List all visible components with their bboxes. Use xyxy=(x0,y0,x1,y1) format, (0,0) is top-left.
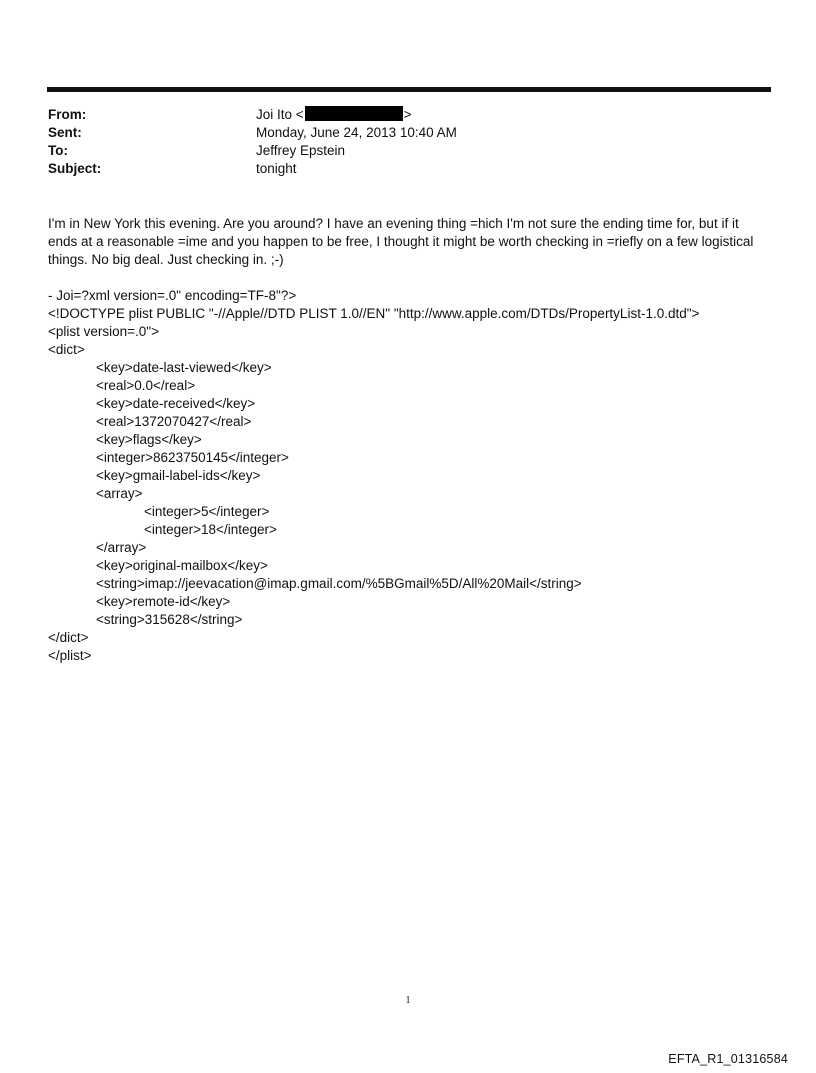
sent-row xyxy=(48,124,768,142)
from-row xyxy=(48,106,768,124)
bates-number: EFTA_R1_01316584 xyxy=(668,1052,788,1066)
code-line: <key>gmail-label-ids</key> xyxy=(96,468,261,483)
dict-close-line: </dict> xyxy=(48,630,89,645)
plist-open-line: <plist version=.0"> xyxy=(48,324,159,339)
from-value xyxy=(256,106,768,124)
dict-open-line: <dict> xyxy=(48,342,85,357)
plist-block xyxy=(48,287,768,665)
subject-value: tonight xyxy=(256,161,297,176)
code-line: <key>date-last-viewed</key> xyxy=(96,360,272,375)
from-label: From: xyxy=(48,107,87,122)
code-line: <integer>8623750145</integer> xyxy=(96,450,289,465)
from-end: > xyxy=(403,107,412,122)
to-value: Jeffrey Epstein xyxy=(256,143,346,158)
doctype-line: <!DOCTYPE plist PUBLIC "-//Apple//DTD PLIST 1.0//EN" "http://www.apple.com/DTDs/PropertyList-1.0.dtd"> xyxy=(48,306,700,321)
to-label: To: xyxy=(48,143,68,158)
from-name: Joi Ito < xyxy=(256,107,304,122)
to-row xyxy=(48,142,768,160)
code-line: <string>315628</string> xyxy=(96,612,243,627)
code-line: <string>imap://jeevacation@imap.gmail.com/%5BGmail%5D/All%20Mail</string> xyxy=(96,576,582,591)
sent-label: Sent: xyxy=(48,125,82,140)
code-line: <integer>5</integer> xyxy=(144,504,270,519)
email-header xyxy=(48,106,768,178)
code-line: <array> xyxy=(96,486,143,501)
code-line: <real>0.0</real> xyxy=(96,378,196,393)
header-rule xyxy=(47,87,771,92)
code-line: <key>date-received</key> xyxy=(96,396,256,411)
code-line: <key>flags</key> xyxy=(96,432,202,447)
sent-value: Monday, June 24, 2013 10:40 AM xyxy=(256,125,457,140)
subject-label: Subject: xyxy=(48,161,102,176)
page-number: 1 xyxy=(405,995,411,1006)
signature-xml-line: - Joi=?xml version=.0" encoding=TF-8"?> xyxy=(48,288,297,303)
code-line: </array> xyxy=(96,540,147,555)
message-paragraph: I'm in New York this evening. Are you around? I have an evening thing =hich I'm not sure the ending time for, but if it ends at a reasonable =ime and you happen to be free, I thought it might be worth checking in =riefly on a few logistical things. No big deal. Just checking in. ;-) xyxy=(48,216,754,267)
redaction-box xyxy=(305,106,403,121)
code-line: <key>original-mailbox</key> xyxy=(96,558,268,573)
code-line: <key>remote-id</key> xyxy=(96,594,231,609)
subject-row xyxy=(48,160,768,178)
code-line: <integer>18</integer> xyxy=(144,522,277,537)
plist-close-line: </plist> xyxy=(48,648,92,663)
code-line: <real>1372070427</real> xyxy=(96,414,252,429)
email-body xyxy=(48,215,768,665)
